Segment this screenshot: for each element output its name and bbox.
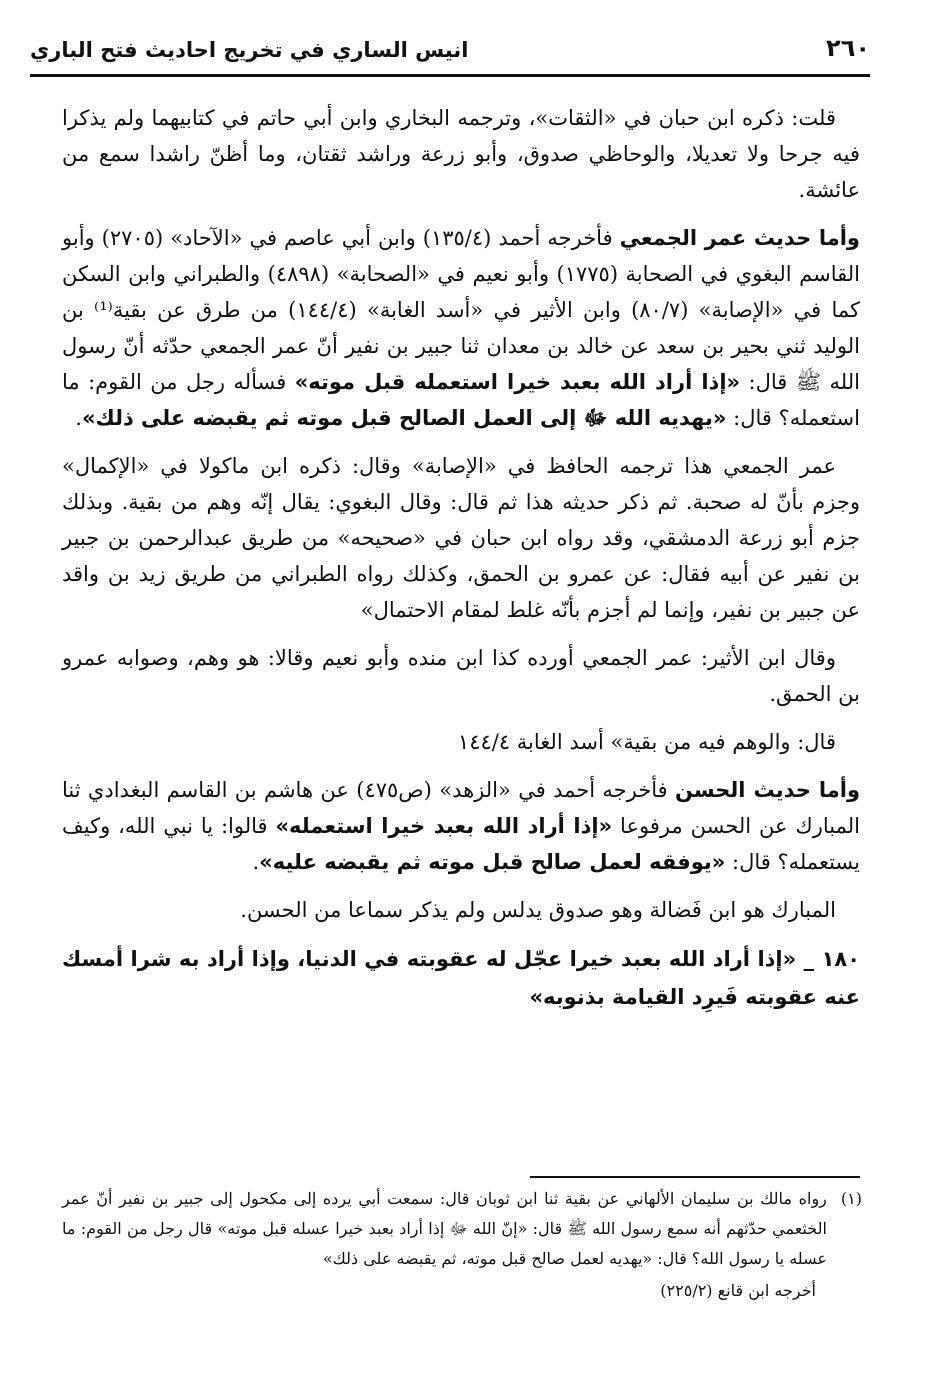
hadith-entry	[62, 940, 860, 1016]
hadith-quote: «يوفقه لعمل صالح قبل موته ثم يقبضه عليه»	[259, 850, 726, 874]
page-header	[30, 28, 870, 77]
main-text	[62, 100, 860, 1016]
paragraph-5	[62, 724, 860, 760]
hadith-text: «إذا أراد الله بعبد خيرا عجّل له عقوبته في الدنيا، وإذا أراد به شرا أمسك عنه عقوبته فَيرِد القيامة بذنوبه»	[62, 947, 860, 1009]
section-lead: وأما حديث عمر الجمعي	[619, 226, 860, 250]
paragraph-text: قالوا: يا نبي الله، وكيف يستعمله؟ قال:	[62, 814, 860, 874]
paragraph-text: فأخرجه أحمد (١٣٥/٤) وابن أبي عاصم في «الآحاد» (٢٧٠٥) وأبو القاسم البغوي في الصحابة (١٧٧٥) وأبو نعيم في «الصحابة» (٤٨٩٨) والطبراني وابن السكن كما في «الإصابة» (٨٠/٧) وابن الأثير في «أسد الغابة» (١٤٤/٤) من طرق عن بقية⁽¹⁾ بن الوليد ثني بحير بن سعد عن خالد بن معدان ثنا جبير بن نفير أنّ عمر الجمعي حدّثه أنّ رسول الله ﷺ قال:	[62, 226, 860, 394]
paragraph-text: فأخرجه أحمد في «الزهد» (ص٤٧٥) عن هاشم بن القاسم البغدادي ثنا المبارك عن الحسن مرفوعا	[62, 778, 860, 838]
footnote-source: أخرجه ابن قانع (٢٢٥/٢)	[660, 1281, 816, 1300]
paragraph-2	[62, 220, 860, 436]
section-lead: وأما حديث الحسن	[675, 778, 860, 802]
paragraph-text: المبارك هو ابن فَضالة وهو صدوق يدلس ولم يذكر سماعا من الحسن.	[240, 898, 836, 922]
paragraph-6	[62, 772, 860, 880]
running-title: انيس الساري في تخريج احاديث فتح الباري	[30, 38, 469, 62]
page-number: ٢٦٠	[826, 34, 870, 62]
hadith-number: ١٨٠ _	[803, 947, 861, 971]
paragraph-3	[62, 448, 860, 628]
footnotes	[62, 1184, 862, 1306]
paragraph-text: عمر الجمعي هذا ترجمه الحافظ في «الإصابة» وقال: ذكره ابن ماكولا في «الإكمال» وجزم بأنّ له صحبة. ثم ذكر حديثه هذا ثم قال: وقال البغوي: يقال إنّه وهم من بقية. وبذلك جزم أبو زرعة الدمشقي، وقد رواه ابن حبان في «صحيحه» من طريق عبدالرحمن بن جبير بن نفير عن أبيه فقال: عن عمرو بن الحمق، وكذلك رواه الطبراني من طريق زيد بن واقد عن جبير بن نفير، وإنما لم أجزم بأنّه غلط لمقام الاحتمال»	[62, 454, 860, 622]
paragraph-text: وقال ابن الأثير: عمر الجمعي أورده كذا ابن منده وأبو نعيم وقالا: هو وهم، وصوابه عمرو بن الحمق.	[62, 646, 860, 706]
paragraph-text: .	[252, 850, 260, 874]
paragraph-4	[62, 640, 860, 712]
paragraph-7	[62, 892, 860, 928]
hadith-quote: «يهديه الله ﷻ إلى العمل الصالح قبل موته ثم يقبضه على ذلك»	[81, 406, 727, 430]
hadith-quote: «إذا أراد الله بعبد خيرا استعمله قبل موته»	[294, 370, 741, 394]
paragraph-text: قال: والوهم فيه من بقية» أسد الغابة ١٤٤/٤	[457, 730, 836, 754]
footnote-divider	[530, 1176, 860, 1178]
paragraph-1	[62, 100, 860, 208]
footnote	[62, 1184, 862, 1274]
hadith-quote: «إذا أراد الله بعبد خيرا استعمله»	[275, 814, 613, 838]
paragraph-text: .	[75, 406, 82, 430]
paragraph-text: قلت: ذكره ابن حبان في «الثقات»، وترجمه البخاري وابن أبي حاتم في كتابيهما ولم يذكرا فيه جرحا ولا تعديلا، والوحاظي صدوق، وأبو زرعة وراشد ثقتان، وما أظنّ راشدا سمع من عائشة.	[62, 106, 860, 202]
footnote-number: (١)	[840, 1189, 862, 1208]
paragraph-text: فسأله رجل من القوم: ما استعمله؟ قال:	[62, 370, 860, 430]
footnote-text: رواه مالك بن سليمان الألهاني عن بقية ثنا ابن ثوبان قال: سمعت أبي يرده إلى مكحول إلى جبير بن نفير أنّ عمر الخثعمي حدّثهم أنه سمع رسول الله ﷺ قال: «إنّ الله ﷻ إذا أراد بعبد خيرا عسله قبل موته» قال رجل من القوم: ما عسله يا رسول الله؟ قال: «يهديه لعمل صالح قبل موته، ثم يقبضه على ذلك»	[62, 1189, 827, 1268]
